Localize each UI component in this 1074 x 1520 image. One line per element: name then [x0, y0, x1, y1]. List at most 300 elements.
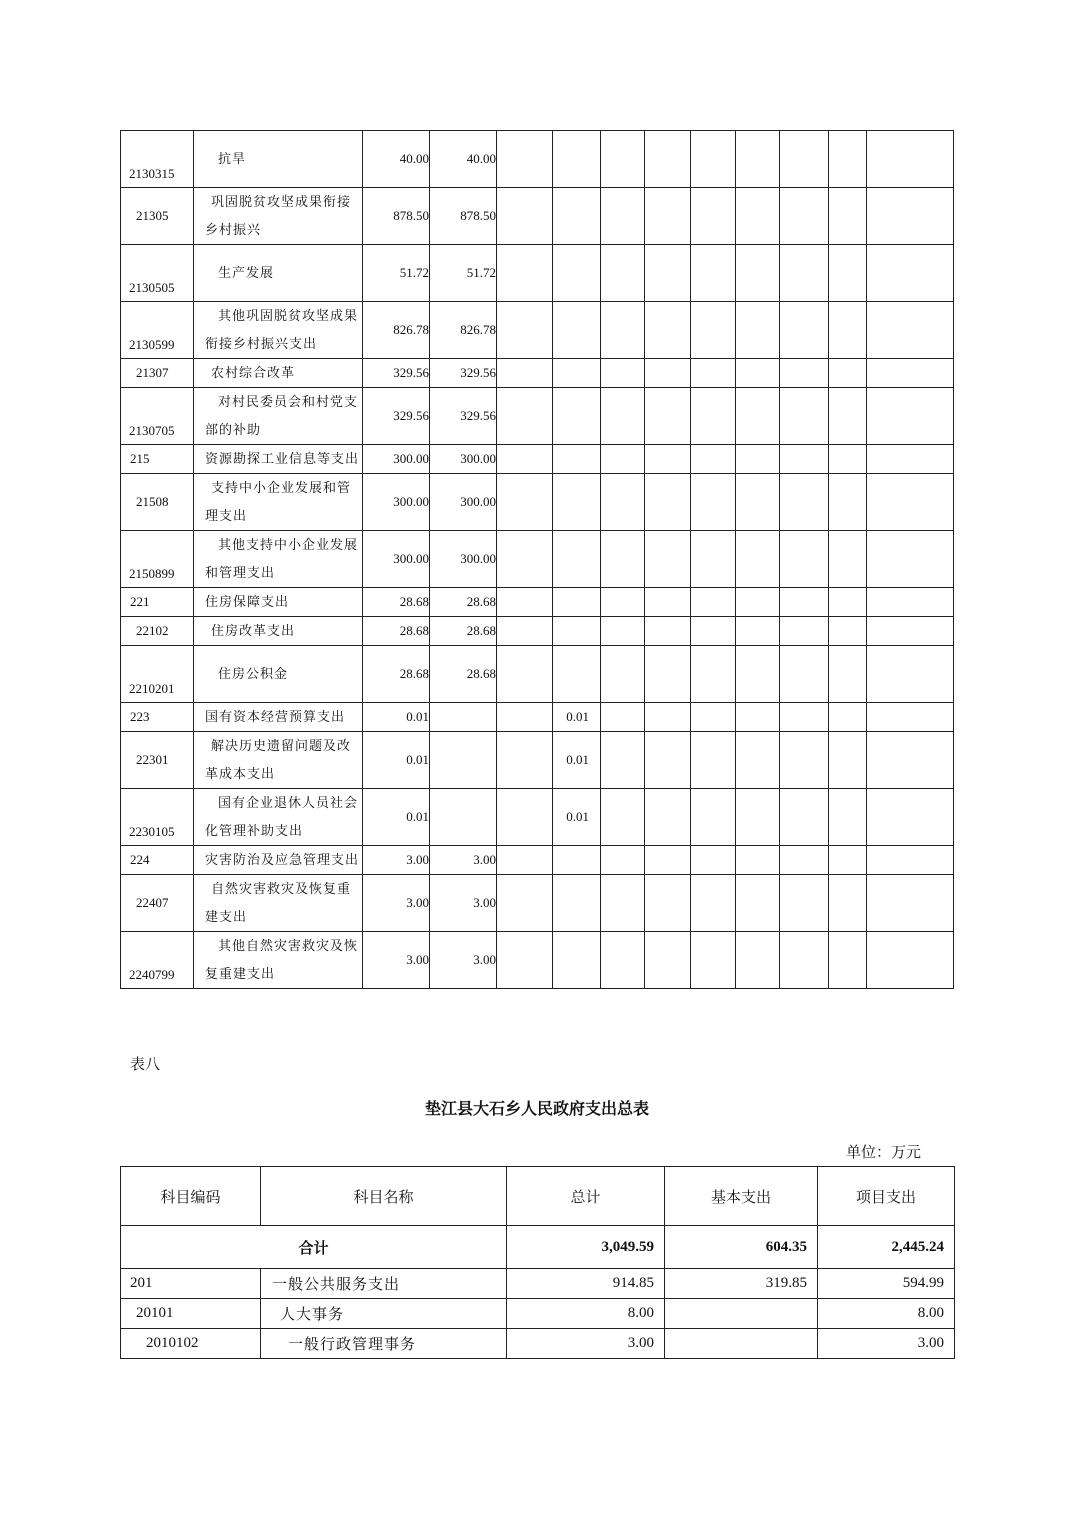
row-empty-cell	[691, 932, 736, 989]
row-empty-cell	[497, 617, 553, 646]
row-empty-cell	[867, 932, 954, 989]
row-general: 3.00	[430, 846, 497, 875]
row-name-line: 乡村振兴	[205, 222, 262, 237]
row-empty-cell	[691, 302, 736, 359]
row-code	[121, 789, 194, 846]
row-empty-cell	[736, 359, 780, 388]
row-empty-cell	[867, 245, 954, 302]
row-empty-cell	[601, 474, 645, 531]
row-empty-cell	[645, 359, 691, 388]
row-empty-cell	[780, 875, 829, 932]
row-name	[194, 588, 363, 617]
row-name-line: 自然灾害救灾及恢复重	[211, 881, 352, 896]
row-code-text: 21508	[136, 494, 169, 509]
row-name	[194, 188, 363, 245]
row-state-capital	[553, 875, 601, 932]
row-empty-cell	[645, 732, 691, 789]
row-total: 300.00	[363, 474, 430, 531]
row-code: 20101	[121, 1299, 261, 1329]
row-empty-cell	[780, 588, 829, 617]
row-empty-cell	[780, 245, 829, 302]
row-empty-cell	[601, 388, 645, 445]
row-total: 3.00	[507, 1329, 665, 1359]
row-total: 3.00	[363, 875, 430, 932]
row-empty-cell	[829, 732, 867, 789]
row-empty-cell	[780, 188, 829, 245]
row-code	[121, 617, 194, 646]
row-general: 826.78	[430, 302, 497, 359]
row-code-text: 2210201	[129, 681, 175, 696]
row-empty-cell	[691, 388, 736, 445]
row-empty-cell	[736, 445, 780, 474]
row-name-line: 建支出	[205, 909, 248, 924]
row-code	[121, 359, 194, 388]
row-code-text: 221	[130, 594, 150, 609]
row-empty-cell	[829, 932, 867, 989]
table-row	[121, 732, 954, 789]
table-row	[121, 302, 954, 359]
row-name-line: 衔接乡村振兴支出	[205, 336, 318, 351]
row-code-text: 22301	[136, 752, 169, 767]
row-empty-cell	[645, 875, 691, 932]
row-empty-cell	[645, 846, 691, 875]
row-empty-cell	[691, 531, 736, 588]
row-code	[121, 131, 194, 188]
row-empty-cell	[736, 131, 780, 188]
total-basic: 604.35	[665, 1226, 818, 1269]
table-row	[121, 1329, 955, 1359]
row-empty-cell	[867, 846, 954, 875]
row-empty-cell	[601, 875, 645, 932]
row-name	[194, 302, 363, 359]
row-name-line: 解决历史遗留问题及改	[211, 738, 352, 753]
row-name-line: 住房改革支出	[211, 623, 296, 638]
row-empty-cell	[601, 245, 645, 302]
row-name	[194, 703, 363, 732]
row-general: 51.72	[430, 245, 497, 302]
row-empty-cell	[780, 932, 829, 989]
row-empty-cell	[867, 617, 954, 646]
header-name: 科目名称	[261, 1167, 507, 1226]
row-code-text: 2240799	[129, 967, 175, 982]
row-name	[194, 617, 363, 646]
row-name	[194, 131, 363, 188]
row-empty-cell	[691, 846, 736, 875]
row-empty-cell	[601, 359, 645, 388]
row-code-text: 2230105	[129, 824, 175, 839]
row-general: 300.00	[430, 474, 497, 531]
total-sum: 3,049.59	[507, 1226, 665, 1269]
table-row	[121, 846, 954, 875]
row-empty-cell	[497, 932, 553, 989]
row-code-text: 22407	[136, 895, 169, 910]
row-name-line: 国有企业退休人员社会	[218, 795, 359, 810]
row-state-capital	[553, 445, 601, 474]
row-general: 3.00	[430, 932, 497, 989]
row-general: 40.00	[430, 131, 497, 188]
row-name: 人大事务	[261, 1299, 507, 1329]
row-code	[121, 932, 194, 989]
row-general: 329.56	[430, 359, 497, 388]
row-code-text: 2150899	[129, 566, 175, 581]
row-empty-cell	[497, 789, 553, 846]
row-state-capital	[553, 474, 601, 531]
row-basic	[665, 1299, 818, 1329]
row-empty-cell	[601, 588, 645, 617]
row-empty-cell	[829, 131, 867, 188]
row-total: 0.01	[363, 732, 430, 789]
row-empty-cell	[780, 531, 829, 588]
row-state-capital	[553, 617, 601, 646]
row-empty-cell	[867, 531, 954, 588]
row-general: 300.00	[430, 445, 497, 474]
total-label: 合计	[121, 1226, 507, 1269]
row-state-capital	[553, 388, 601, 445]
row-empty-cell	[736, 245, 780, 302]
table-row	[121, 1299, 955, 1329]
table-row	[121, 359, 954, 388]
row-empty-cell	[780, 646, 829, 703]
table-row	[121, 474, 954, 531]
table-row	[121, 188, 954, 245]
table-row	[121, 445, 954, 474]
row-name	[194, 245, 363, 302]
total-project: 2,445.24	[818, 1226, 955, 1269]
row-empty-cell	[736, 388, 780, 445]
row-state-capital	[553, 188, 601, 245]
row-empty-cell	[497, 875, 553, 932]
row-code: 2010102	[121, 1329, 261, 1359]
table-row	[121, 1269, 955, 1299]
row-general: 28.68	[430, 646, 497, 703]
header-basic: 基本支出	[665, 1167, 818, 1226]
row-total: 8.00	[507, 1299, 665, 1329]
row-empty-cell	[601, 646, 645, 703]
row-name	[194, 732, 363, 789]
row-empty-cell	[829, 188, 867, 245]
row-empty-cell	[829, 445, 867, 474]
row-empty-cell	[645, 646, 691, 703]
row-empty-cell	[497, 474, 553, 531]
row-empty-cell	[497, 245, 553, 302]
row-empty-cell	[736, 875, 780, 932]
row-name-line: 生产发展	[218, 265, 275, 280]
row-empty-cell	[780, 732, 829, 789]
row-empty-cell	[601, 732, 645, 789]
row-code-text: 223	[130, 709, 150, 724]
table-row	[121, 875, 954, 932]
row-state-capital	[553, 245, 601, 302]
row-state-capital	[553, 359, 601, 388]
row-empty-cell	[867, 474, 954, 531]
row-name	[194, 932, 363, 989]
row-name-line: 部的补助	[205, 422, 262, 437]
row-empty-cell	[736, 188, 780, 245]
row-empty-cell	[601, 302, 645, 359]
row-code-text: 2130599	[129, 337, 175, 352]
row-empty-cell	[736, 789, 780, 846]
row-empty-cell	[691, 875, 736, 932]
row-empty-cell	[645, 932, 691, 989]
row-empty-cell	[645, 588, 691, 617]
row-name-line: 巩固脱贫攻坚成果衔接	[211, 194, 352, 209]
row-name-line: 革成本支出	[205, 766, 276, 781]
expenditure-summary-table	[120, 1166, 955, 1359]
row-empty-cell	[645, 131, 691, 188]
row-code-text: 224	[130, 852, 150, 867]
header-code: 科目编码	[121, 1167, 261, 1226]
row-general	[430, 789, 497, 846]
row-state-capital	[553, 131, 601, 188]
row-basic	[665, 1329, 818, 1359]
row-empty-cell	[867, 188, 954, 245]
row-empty-cell	[691, 588, 736, 617]
row-empty-cell	[829, 302, 867, 359]
table-row	[121, 646, 954, 703]
row-empty-cell	[691, 131, 736, 188]
row-name	[194, 875, 363, 932]
row-empty-cell	[497, 188, 553, 245]
row-name-line: 其他自然灾害救灾及恢	[218, 938, 359, 953]
row-total: 914.85	[507, 1269, 665, 1299]
row-total: 28.68	[363, 588, 430, 617]
row-empty-cell	[691, 646, 736, 703]
row-empty-cell	[736, 846, 780, 875]
row-empty-cell	[601, 846, 645, 875]
row-name-line: 其他支持中小企业发展	[218, 537, 359, 552]
row-empty-cell	[736, 302, 780, 359]
row-name-line: 国有资本经营预算支出	[205, 709, 346, 724]
row-empty-cell	[645, 302, 691, 359]
row-name-line: 住房公积金	[218, 666, 289, 681]
row-general: 300.00	[430, 531, 497, 588]
row-state-capital	[553, 588, 601, 617]
row-empty-cell	[736, 932, 780, 989]
table-row	[121, 932, 954, 989]
row-code	[121, 188, 194, 245]
row-name-line: 对村民委员会和村党支	[218, 394, 359, 409]
row-general: 329.56	[430, 388, 497, 445]
row-code	[121, 732, 194, 789]
row-empty-cell	[497, 131, 553, 188]
row-empty-cell	[736, 617, 780, 646]
section-label: 表八	[130, 1057, 161, 1073]
row-project: 594.99	[818, 1269, 955, 1299]
row-name	[194, 359, 363, 388]
row-name-line: 复重建支出	[205, 966, 276, 981]
row-empty-cell	[829, 703, 867, 732]
row-name-line: 化管理补助支出	[205, 823, 304, 838]
row-empty-cell	[497, 703, 553, 732]
row-general: 28.68	[430, 617, 497, 646]
row-state-capital: 0.01	[553, 732, 601, 789]
row-empty-cell	[736, 732, 780, 789]
table-row	[121, 789, 954, 846]
row-state-capital	[553, 846, 601, 875]
row-total: 0.01	[363, 703, 430, 732]
row-empty-cell	[867, 588, 954, 617]
row-project: 8.00	[818, 1299, 955, 1329]
row-total: 3.00	[363, 846, 430, 875]
row-general	[430, 703, 497, 732]
row-empty-cell	[691, 617, 736, 646]
table-row	[121, 617, 954, 646]
row-empty-cell	[645, 474, 691, 531]
row-code-text: 21307	[136, 365, 169, 380]
row-empty-cell	[645, 531, 691, 588]
row-empty-cell	[867, 789, 954, 846]
row-code-text: 2130705	[129, 423, 175, 438]
row-empty-cell	[780, 789, 829, 846]
row-code	[121, 302, 194, 359]
row-empty-cell	[497, 732, 553, 789]
row-empty-cell	[601, 531, 645, 588]
row-empty-cell	[691, 732, 736, 789]
row-empty-cell	[601, 617, 645, 646]
row-empty-cell	[736, 531, 780, 588]
row-empty-cell	[829, 359, 867, 388]
row-name: 一般行政管理事务	[261, 1329, 507, 1359]
row-empty-cell	[780, 131, 829, 188]
row-empty-cell	[736, 646, 780, 703]
row-empty-cell	[829, 646, 867, 703]
row-empty-cell	[867, 302, 954, 359]
table-row	[121, 388, 954, 445]
row-code-text: 2130315	[129, 166, 175, 181]
row-empty-cell	[829, 388, 867, 445]
unit-label: 单位：万元	[846, 1145, 922, 1161]
row-name	[194, 789, 363, 846]
row-code-text: 215	[130, 451, 150, 466]
row-name	[194, 846, 363, 875]
row-code	[121, 846, 194, 875]
row-empty-cell	[829, 875, 867, 932]
row-empty-cell	[691, 789, 736, 846]
row-code	[121, 474, 194, 531]
row-total: 329.56	[363, 359, 430, 388]
row-empty-cell	[645, 703, 691, 732]
row-empty-cell	[601, 188, 645, 245]
row-empty-cell	[867, 131, 954, 188]
row-state-capital	[553, 646, 601, 703]
row-code	[121, 875, 194, 932]
row-empty-cell	[867, 732, 954, 789]
row-empty-cell	[497, 388, 553, 445]
row-total: 51.72	[363, 245, 430, 302]
row-name-line: 支持中小企业发展和管	[211, 480, 352, 495]
row-name-line: 理支出	[205, 508, 248, 523]
row-empty-cell	[497, 646, 553, 703]
row-empty-cell	[829, 474, 867, 531]
row-name-line: 其他巩固脱贫攻坚成果	[218, 308, 359, 323]
row-name-line: 农村综合改革	[211, 365, 296, 380]
row-empty-cell	[601, 703, 645, 732]
row-state-capital: 0.01	[553, 703, 601, 732]
row-code	[121, 388, 194, 445]
row-total: 0.01	[363, 789, 430, 846]
row-total: 28.68	[363, 646, 430, 703]
row-empty-cell	[601, 445, 645, 474]
table-row	[121, 531, 954, 588]
row-empty-cell	[645, 188, 691, 245]
row-empty-cell	[829, 531, 867, 588]
row-empty-cell	[645, 617, 691, 646]
row-empty-cell	[736, 588, 780, 617]
row-total: 878.50	[363, 188, 430, 245]
row-empty-cell	[497, 359, 553, 388]
row-total: 28.68	[363, 617, 430, 646]
row-empty-cell	[497, 531, 553, 588]
total-row	[121, 1226, 955, 1269]
row-total: 3.00	[363, 932, 430, 989]
row-empty-cell	[497, 588, 553, 617]
row-total: 300.00	[363, 445, 430, 474]
row-empty-cell	[829, 588, 867, 617]
row-empty-cell	[829, 617, 867, 646]
row-empty-cell	[736, 474, 780, 531]
row-state-capital	[553, 531, 601, 588]
row-empty-cell	[780, 302, 829, 359]
row-code	[121, 646, 194, 703]
row-empty-cell	[497, 302, 553, 359]
row-empty-cell	[829, 846, 867, 875]
row-empty-cell	[645, 245, 691, 302]
row-empty-cell	[691, 703, 736, 732]
row-empty-cell	[645, 388, 691, 445]
budget-table-continued	[120, 130, 954, 989]
row-code-text: 2130505	[129, 280, 175, 295]
row-code-text: 22102	[136, 623, 169, 638]
table-row	[121, 245, 954, 302]
row-empty-cell	[601, 131, 645, 188]
row-empty-cell	[645, 789, 691, 846]
header-row	[121, 1167, 955, 1226]
row-empty-cell	[736, 703, 780, 732]
row-general: 3.00	[430, 875, 497, 932]
row-basic: 319.85	[665, 1269, 818, 1299]
row-empty-cell	[645, 445, 691, 474]
row-name	[194, 474, 363, 531]
row-empty-cell	[780, 474, 829, 531]
row-empty-cell	[867, 445, 954, 474]
table-row	[121, 703, 954, 732]
row-general	[430, 732, 497, 789]
row-project: 3.00	[818, 1329, 955, 1359]
row-empty-cell	[691, 359, 736, 388]
row-name-line: 灾害防治及应急管理支出	[205, 852, 360, 867]
row-total: 329.56	[363, 388, 430, 445]
row-empty-cell	[829, 789, 867, 846]
row-empty-cell	[691, 188, 736, 245]
row-empty-cell	[867, 646, 954, 703]
table-row	[121, 131, 954, 188]
row-empty-cell	[601, 932, 645, 989]
row-empty-cell	[867, 388, 954, 445]
row-empty-cell	[867, 703, 954, 732]
row-total: 826.78	[363, 302, 430, 359]
header-project: 项目支出	[818, 1167, 955, 1226]
row-code	[121, 445, 194, 474]
row-general: 28.68	[430, 588, 497, 617]
row-name-line: 资源勘探工业信息等支出	[205, 451, 360, 466]
page-title: 垫江县大石乡人民政府支出总表	[424, 1101, 649, 1118]
row-state-capital	[553, 302, 601, 359]
row-empty-cell	[867, 359, 954, 388]
header-total: 总计	[507, 1167, 665, 1226]
row-code	[121, 703, 194, 732]
row-code-text: 21305	[136, 208, 169, 223]
row-empty-cell	[780, 359, 829, 388]
